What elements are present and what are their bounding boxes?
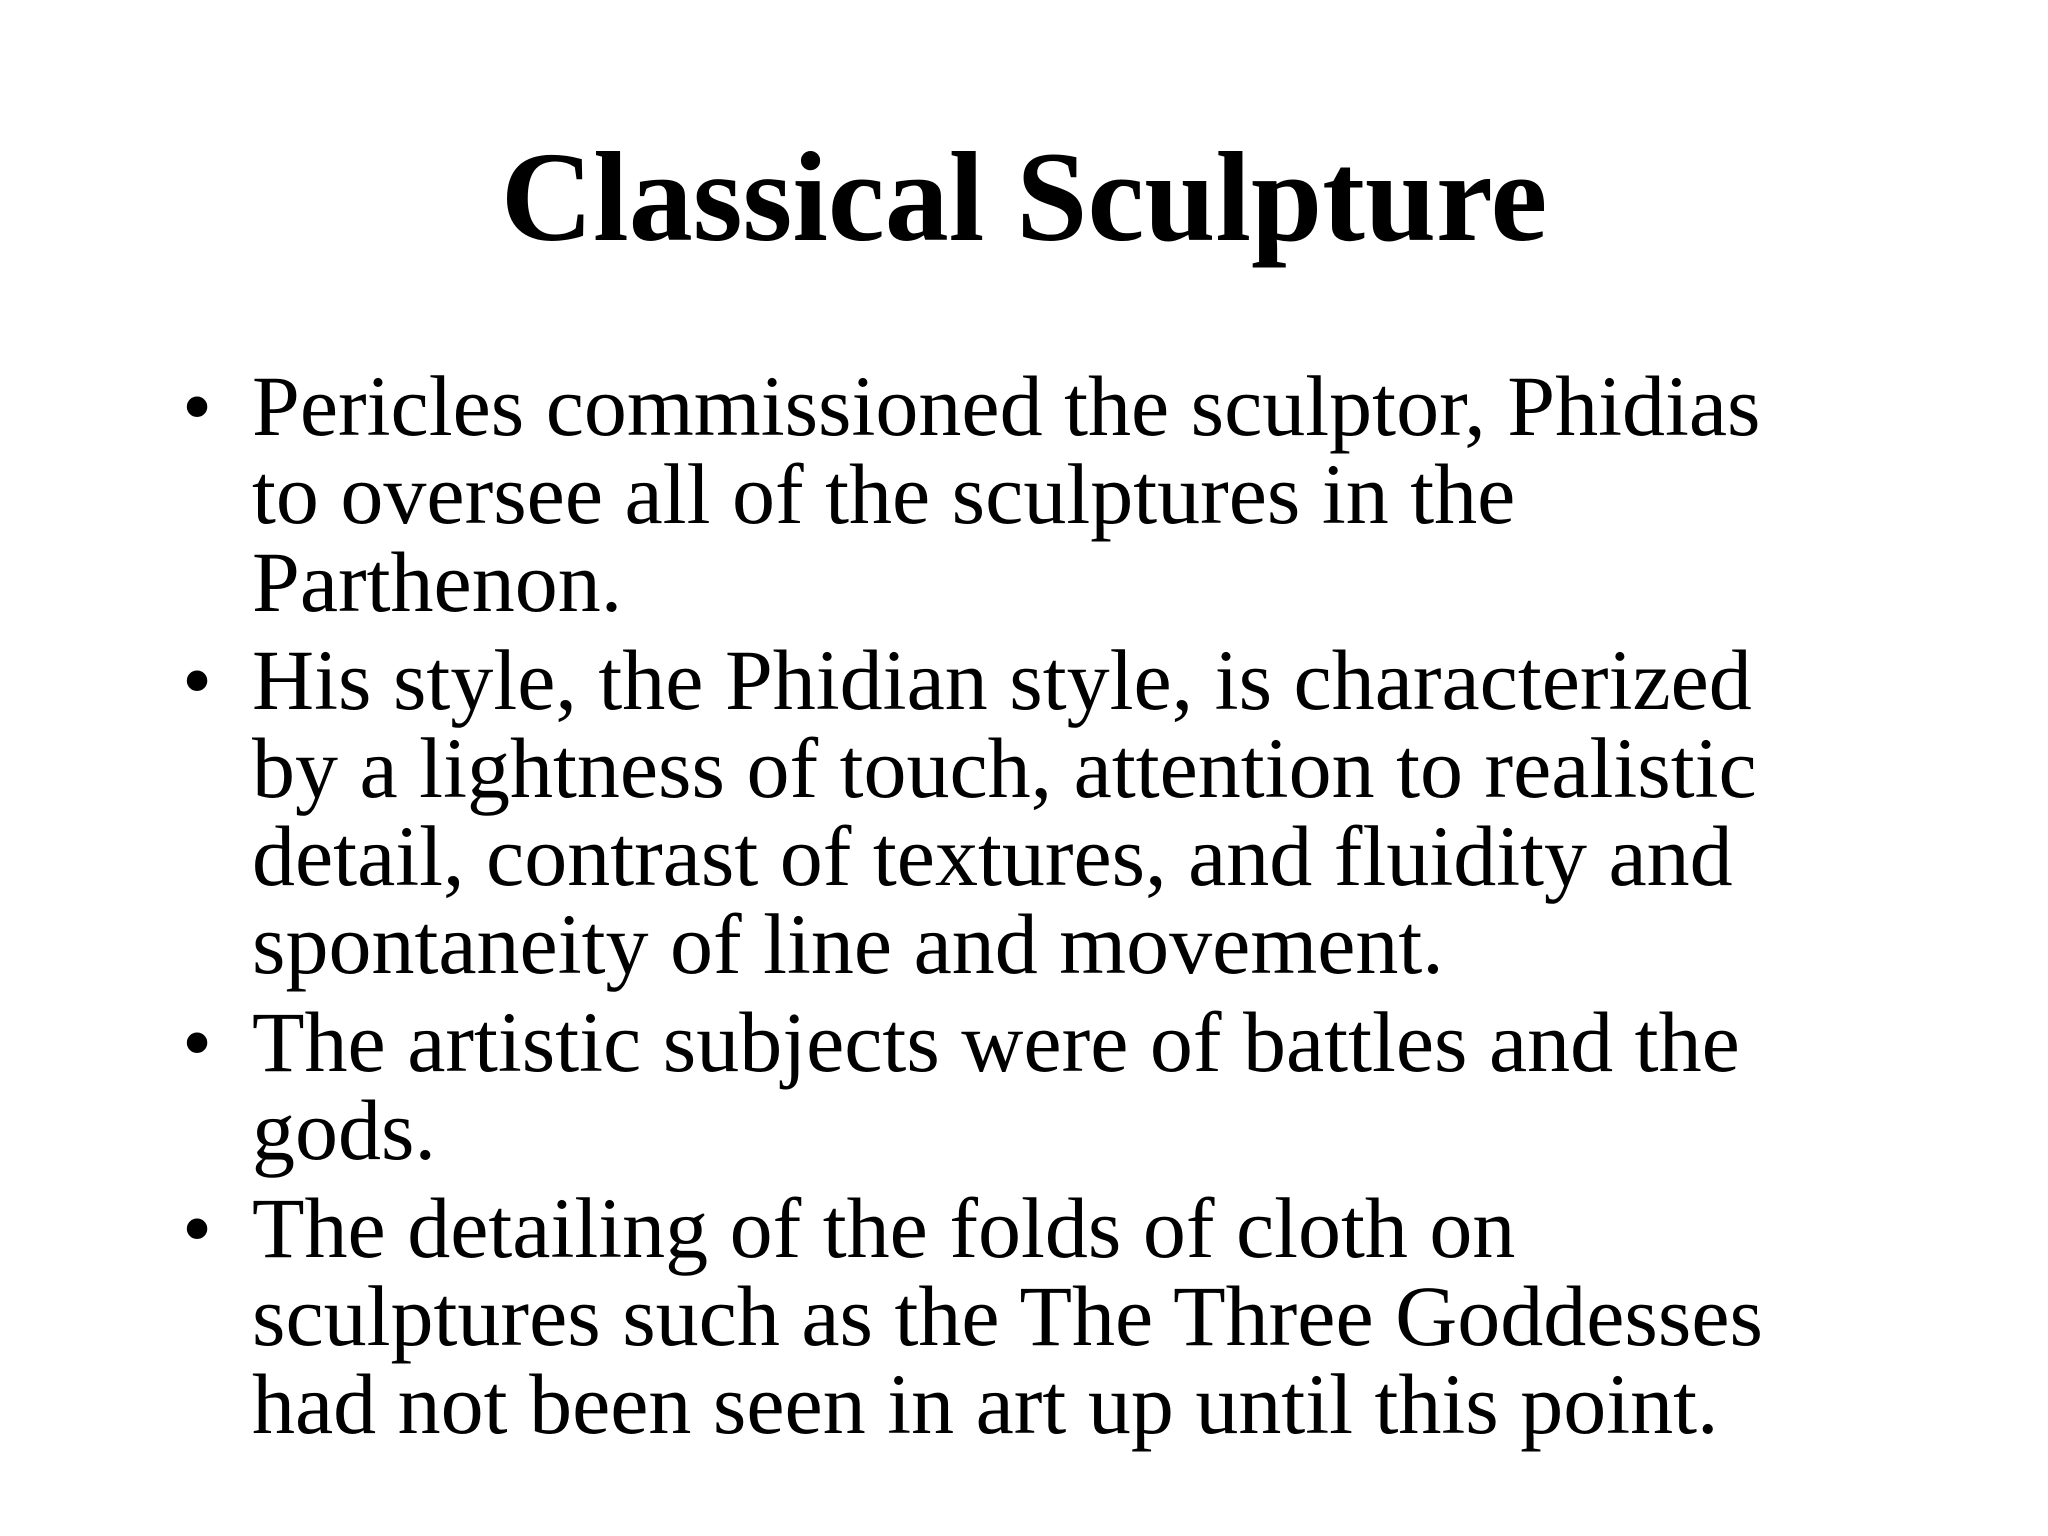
bullet-line: spontaneity of line and movement. [252, 896, 1444, 992]
bullet-item [172, 632, 1932, 992]
bullet-line: by a lightness of touch, attention to realistic [252, 720, 1757, 816]
bullet-line: His style, the Phidian style, is characterized [252, 632, 1752, 728]
bullet-item [172, 358, 1932, 630]
bullet-line: had not been seen in art up until this point. [252, 1356, 1719, 1452]
bullet-line: The artistic subjects were of battles and the [252, 994, 1740, 1090]
bullet-dot-icon: • [182, 1180, 213, 1276]
bullet-item [172, 1180, 1932, 1452]
bullet-dot-icon: • [182, 994, 213, 1090]
bullet-dot-icon: • [182, 632, 213, 728]
bullet-line: gods. [252, 1082, 436, 1178]
bullet-line: Parthenon. [252, 534, 623, 630]
bullet-list [172, 358, 1932, 1458]
bullet-line: Pericles commissioned the sculptor, Phidias [252, 358, 1761, 454]
bullet-line: The detailing of the folds of cloth on [252, 1180, 1516, 1276]
bullet-dot-icon: • [182, 358, 213, 454]
slide-title: Classical Sculpture [500, 126, 1548, 268]
bullet-item [172, 994, 1932, 1178]
bullet-line: detail, contrast of textures, and fluidity and [252, 808, 1733, 904]
bullet-line: sculptures such as the The Three Goddesses [252, 1268, 1764, 1364]
bullet-line: to oversee all of the sculptures in the [252, 446, 1516, 542]
